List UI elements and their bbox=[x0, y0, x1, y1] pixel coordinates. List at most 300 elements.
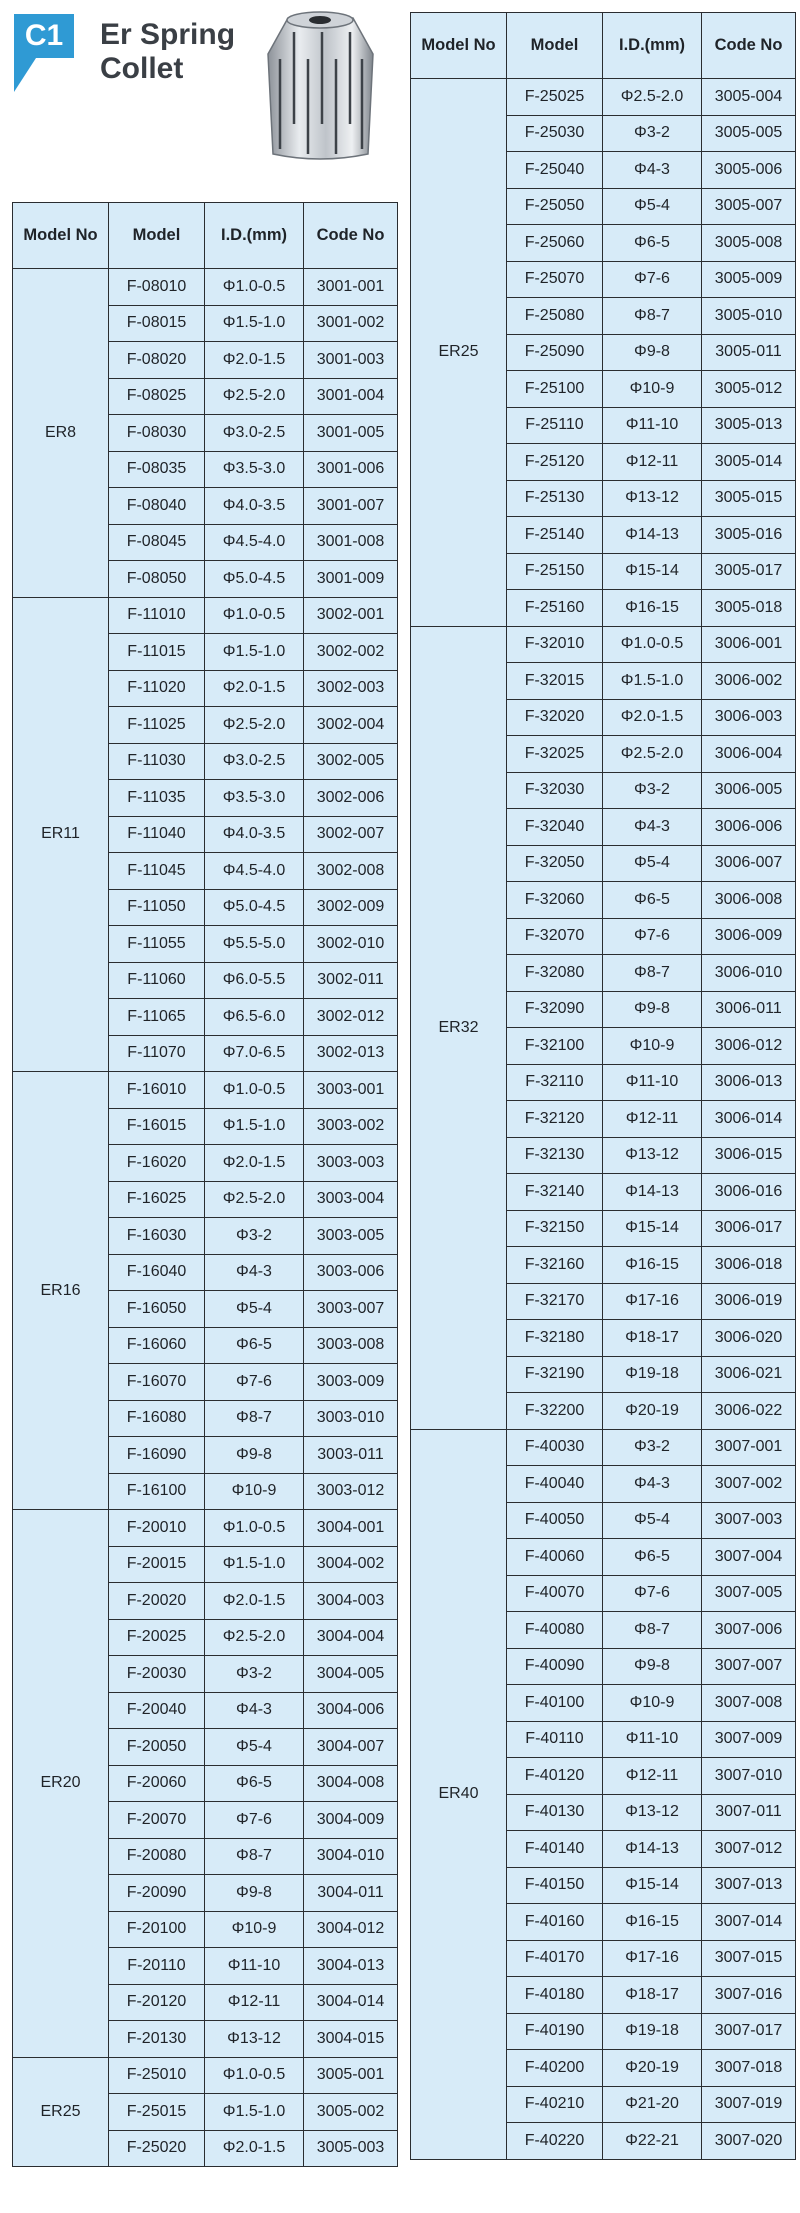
id-mm-cell: Φ8-7 bbox=[603, 1612, 702, 1649]
id-mm-cell: Φ12-11 bbox=[603, 444, 702, 481]
id-mm-cell: Φ6-5 bbox=[205, 1765, 304, 1802]
id-mm-cell: Φ5-4 bbox=[603, 845, 702, 882]
code-no-cell: 3005-001 bbox=[304, 2057, 398, 2094]
code-no-cell: 3006-019 bbox=[702, 1283, 796, 1320]
code-no-cell: 3005-013 bbox=[702, 407, 796, 444]
code-no-cell: 3007-007 bbox=[702, 1648, 796, 1685]
code-no-cell: 3004-003 bbox=[304, 1583, 398, 1620]
model-no-cell: ER25 bbox=[13, 2057, 109, 2167]
code-no-cell: 3004-012 bbox=[304, 1911, 398, 1948]
code-no-cell: 3002-003 bbox=[304, 670, 398, 707]
model-cell: F-40090 bbox=[507, 1648, 603, 1685]
id-mm-cell: Φ1.5-1.0 bbox=[205, 305, 304, 342]
col-header-model-no: Model No bbox=[13, 203, 109, 269]
id-mm-cell: Φ1.0-0.5 bbox=[205, 1072, 304, 1109]
table-header-row bbox=[13, 203, 398, 269]
model-cell: F-08025 bbox=[109, 378, 205, 415]
code-no-cell: 3004-004 bbox=[304, 1619, 398, 1656]
code-no-cell: 3007-001 bbox=[702, 1429, 796, 1466]
id-mm-cell: Φ3-2 bbox=[603, 115, 702, 152]
model-no-cell: ER16 bbox=[13, 1072, 109, 1510]
model-cell: F-25050 bbox=[507, 188, 603, 225]
code-no-cell: 3004-009 bbox=[304, 1802, 398, 1839]
code-no-cell: 3007-005 bbox=[702, 1575, 796, 1612]
code-no-cell: 3007-009 bbox=[702, 1721, 796, 1758]
id-mm-cell: Φ7-6 bbox=[205, 1364, 304, 1401]
model-cell: F-11035 bbox=[109, 780, 205, 817]
code-no-cell: 3003-004 bbox=[304, 1181, 398, 1218]
id-mm-cell: Φ10-9 bbox=[603, 371, 702, 408]
model-cell: F-40220 bbox=[507, 2123, 603, 2160]
code-no-cell: 3006-008 bbox=[702, 882, 796, 919]
id-mm-cell: Φ1.5-1.0 bbox=[205, 634, 304, 671]
table-row bbox=[13, 597, 398, 634]
model-cell: F-11060 bbox=[109, 962, 205, 999]
code-no-cell: 3003-011 bbox=[304, 1437, 398, 1474]
code-no-cell: 3006-015 bbox=[702, 1137, 796, 1174]
id-mm-cell: Φ1.5-1.0 bbox=[603, 663, 702, 700]
code-no-cell: 3006-022 bbox=[702, 1393, 796, 1430]
model-cell: F-40140 bbox=[507, 1831, 603, 1868]
page-title-line-1: Er Spring bbox=[100, 18, 236, 51]
model-cell: F-25025 bbox=[507, 79, 603, 116]
id-mm-cell: Φ6.0-5.5 bbox=[205, 962, 304, 999]
collet-table-right bbox=[410, 12, 796, 2160]
code-no-cell: 3004-005 bbox=[304, 1656, 398, 1693]
code-no-cell: 3007-010 bbox=[702, 1758, 796, 1795]
code-no-cell: 3005-015 bbox=[702, 480, 796, 517]
model-cell: F-40200 bbox=[507, 2050, 603, 2087]
id-mm-cell: Φ5-4 bbox=[205, 1729, 304, 1766]
code-no-cell: 3006-002 bbox=[702, 663, 796, 700]
id-mm-cell: Φ4.5-4.0 bbox=[205, 853, 304, 890]
model-cell: F-32090 bbox=[507, 991, 603, 1028]
id-mm-cell: Φ6-5 bbox=[603, 1539, 702, 1576]
model-cell: F-32160 bbox=[507, 1247, 603, 1284]
code-no-cell: 3001-006 bbox=[304, 451, 398, 488]
id-mm-cell: Φ2.0-1.5 bbox=[205, 1145, 304, 1182]
section-badge: C1 bbox=[14, 14, 74, 58]
code-no-cell: 3006-007 bbox=[702, 845, 796, 882]
code-no-cell: 3004-008 bbox=[304, 1765, 398, 1802]
code-no-cell: 3006-018 bbox=[702, 1247, 796, 1284]
code-no-cell: 3007-016 bbox=[702, 1977, 796, 2014]
id-mm-cell: Φ10-9 bbox=[603, 1685, 702, 1722]
code-no-cell: 3006-011 bbox=[702, 991, 796, 1028]
id-mm-cell: Φ5.5-5.0 bbox=[205, 926, 304, 963]
code-no-cell: 3003-007 bbox=[304, 1291, 398, 1328]
id-mm-cell: Φ14-13 bbox=[603, 1831, 702, 1868]
model-cell: F-08035 bbox=[109, 451, 205, 488]
model-cell: F-25040 bbox=[507, 152, 603, 189]
page-title bbox=[100, 18, 235, 86]
id-mm-cell: Φ20-19 bbox=[603, 1393, 702, 1430]
code-no-cell: 3001-007 bbox=[304, 488, 398, 525]
code-no-cell: 3005-011 bbox=[702, 334, 796, 371]
model-cell: F-11040 bbox=[109, 816, 205, 853]
model-cell: F-20025 bbox=[109, 1619, 205, 1656]
model-cell: F-11020 bbox=[109, 670, 205, 707]
code-no-cell: 3003-003 bbox=[304, 1145, 398, 1182]
col-header-code-no: Code No bbox=[304, 203, 398, 269]
model-cell: F-40170 bbox=[507, 1940, 603, 1977]
id-mm-cell: Φ17-16 bbox=[603, 1940, 702, 1977]
model-cell: F-20110 bbox=[109, 1948, 205, 1985]
model-cell: F-40180 bbox=[507, 1977, 603, 2014]
model-cell: F-25110 bbox=[507, 407, 603, 444]
table-row bbox=[13, 2057, 398, 2094]
model-cell: F-16010 bbox=[109, 1072, 205, 1109]
page-header bbox=[0, 0, 400, 190]
model-cell: F-32080 bbox=[507, 955, 603, 992]
model-cell: F-25120 bbox=[507, 444, 603, 481]
code-no-cell: 3006-004 bbox=[702, 736, 796, 773]
code-no-cell: 3007-020 bbox=[702, 2123, 796, 2160]
id-mm-cell: Φ11-10 bbox=[603, 407, 702, 444]
id-mm-cell: Φ1.0-0.5 bbox=[205, 269, 304, 306]
code-no-cell: 3005-005 bbox=[702, 115, 796, 152]
model-cell: F-25130 bbox=[507, 480, 603, 517]
model-cell: F-11015 bbox=[109, 634, 205, 671]
id-mm-cell: Φ4-3 bbox=[603, 152, 702, 189]
model-cell: F-32040 bbox=[507, 809, 603, 846]
page-title-line-2: Collet bbox=[100, 52, 184, 85]
id-mm-cell: Φ7-6 bbox=[603, 918, 702, 955]
code-no-cell: 3003-008 bbox=[304, 1327, 398, 1364]
er-spring-collet-image bbox=[258, 4, 383, 164]
model-no-cell: ER20 bbox=[13, 1510, 109, 2058]
id-mm-cell: Φ1.0-0.5 bbox=[205, 597, 304, 634]
collet-table-left bbox=[12, 202, 398, 2167]
model-cell: F-40060 bbox=[507, 1539, 603, 1576]
model-cell: F-32050 bbox=[507, 845, 603, 882]
code-no-cell: 3004-006 bbox=[304, 1692, 398, 1729]
code-no-cell: 3007-004 bbox=[702, 1539, 796, 1576]
id-mm-cell: Φ9-8 bbox=[205, 1875, 304, 1912]
model-cell: F-32200 bbox=[507, 1393, 603, 1430]
code-no-cell: 3005-009 bbox=[702, 261, 796, 298]
model-cell: F-25160 bbox=[507, 590, 603, 627]
id-mm-cell: Φ2.5-2.0 bbox=[603, 79, 702, 116]
code-no-cell: 3007-017 bbox=[702, 2013, 796, 2050]
code-no-cell: 3005-002 bbox=[304, 2094, 398, 2131]
code-no-cell: 3004-010 bbox=[304, 1838, 398, 1875]
code-no-cell: 3001-005 bbox=[304, 415, 398, 452]
model-no-cell: ER40 bbox=[411, 1429, 507, 2159]
model-cell: F-16070 bbox=[109, 1364, 205, 1401]
model-cell: F-16080 bbox=[109, 1400, 205, 1437]
code-no-cell: 3003-006 bbox=[304, 1254, 398, 1291]
table-body bbox=[13, 269, 398, 2167]
id-mm-cell: Φ20-19 bbox=[603, 2050, 702, 2087]
id-mm-cell: Φ1.0-0.5 bbox=[205, 2057, 304, 2094]
model-cell: F-08010 bbox=[109, 269, 205, 306]
code-no-cell: 3006-013 bbox=[702, 1064, 796, 1101]
model-no-cell: ER11 bbox=[13, 597, 109, 1072]
id-mm-cell: Φ13-12 bbox=[205, 2021, 304, 2058]
model-cell: F-16060 bbox=[109, 1327, 205, 1364]
code-no-cell: 3007-013 bbox=[702, 1867, 796, 1904]
table-row bbox=[13, 269, 398, 306]
model-cell: F-08040 bbox=[109, 488, 205, 525]
model-cell: F-11045 bbox=[109, 853, 205, 890]
model-cell: F-20020 bbox=[109, 1583, 205, 1620]
code-no-cell: 3002-004 bbox=[304, 707, 398, 744]
id-mm-cell: Φ10-9 bbox=[205, 1473, 304, 1510]
model-no-cell: ER25 bbox=[411, 79, 507, 627]
id-mm-cell: Φ1.5-1.0 bbox=[205, 1108, 304, 1145]
model-cell: F-32030 bbox=[507, 772, 603, 809]
code-no-cell: 3007-002 bbox=[702, 1466, 796, 1503]
id-mm-cell: Φ4.0-3.5 bbox=[205, 816, 304, 853]
col-header-code-no: Code No bbox=[702, 13, 796, 79]
model-cell: F-08045 bbox=[109, 524, 205, 561]
id-mm-cell: Φ13-12 bbox=[603, 480, 702, 517]
model-cell: F-20030 bbox=[109, 1656, 205, 1693]
table-body bbox=[411, 79, 796, 2160]
id-mm-cell: Φ12-11 bbox=[205, 1984, 304, 2021]
code-no-cell: 3001-001 bbox=[304, 269, 398, 306]
code-no-cell: 3005-008 bbox=[702, 225, 796, 262]
id-mm-cell: Φ6-5 bbox=[603, 225, 702, 262]
code-no-cell: 3002-006 bbox=[304, 780, 398, 817]
model-cell: F-32070 bbox=[507, 918, 603, 955]
id-mm-cell: Φ4.5-4.0 bbox=[205, 524, 304, 561]
id-mm-cell: Φ2.0-1.5 bbox=[205, 1583, 304, 1620]
id-mm-cell: Φ4-3 bbox=[205, 1254, 304, 1291]
model-cell: F-40050 bbox=[507, 1502, 603, 1539]
code-no-cell: 3004-011 bbox=[304, 1875, 398, 1912]
id-mm-cell: Φ8-7 bbox=[603, 955, 702, 992]
id-mm-cell: Φ22-21 bbox=[603, 2123, 702, 2160]
id-mm-cell: Φ1.0-0.5 bbox=[603, 626, 702, 663]
id-mm-cell: Φ7-6 bbox=[603, 261, 702, 298]
model-cell: F-32170 bbox=[507, 1283, 603, 1320]
model-cell: F-08030 bbox=[109, 415, 205, 452]
model-cell: F-20120 bbox=[109, 1984, 205, 2021]
id-mm-cell: Φ6-5 bbox=[205, 1327, 304, 1364]
model-cell: F-32060 bbox=[507, 882, 603, 919]
id-mm-cell: Φ2.0-1.5 bbox=[205, 342, 304, 379]
id-mm-cell: Φ10-9 bbox=[603, 1028, 702, 1065]
model-cell: F-20040 bbox=[109, 1692, 205, 1729]
col-header-model-no: Model No bbox=[411, 13, 507, 79]
model-cell: F-40190 bbox=[507, 2013, 603, 2050]
model-cell: F-20015 bbox=[109, 1546, 205, 1583]
code-no-cell: 3006-001 bbox=[702, 626, 796, 663]
model-cell: F-20060 bbox=[109, 1765, 205, 1802]
model-cell: F-32100 bbox=[507, 1028, 603, 1065]
code-no-cell: 3002-013 bbox=[304, 1035, 398, 1072]
model-cell: F-16100 bbox=[109, 1473, 205, 1510]
model-cell: F-40210 bbox=[507, 2086, 603, 2123]
model-cell: F-32020 bbox=[507, 699, 603, 736]
model-cell: F-32150 bbox=[507, 1210, 603, 1247]
id-mm-cell: Φ11-10 bbox=[603, 1064, 702, 1101]
code-no-cell: 3006-009 bbox=[702, 918, 796, 955]
code-no-cell: 3006-016 bbox=[702, 1174, 796, 1211]
table-row bbox=[411, 1429, 796, 1466]
code-no-cell: 3002-011 bbox=[304, 962, 398, 999]
model-cell: F-20050 bbox=[109, 1729, 205, 1766]
table-row bbox=[411, 79, 796, 116]
code-no-cell: 3003-001 bbox=[304, 1072, 398, 1109]
code-no-cell: 3007-019 bbox=[702, 2086, 796, 2123]
id-mm-cell: Φ15-14 bbox=[603, 1867, 702, 1904]
code-no-cell: 3005-004 bbox=[702, 79, 796, 116]
model-cell: F-25080 bbox=[507, 298, 603, 335]
code-no-cell: 3007-018 bbox=[702, 2050, 796, 2087]
code-no-cell: 3003-012 bbox=[304, 1473, 398, 1510]
col-header-model: Model bbox=[109, 203, 205, 269]
id-mm-cell: Φ1.5-1.0 bbox=[205, 2094, 304, 2131]
code-no-cell: 3002-009 bbox=[304, 889, 398, 926]
code-no-cell: 3005-010 bbox=[702, 298, 796, 335]
id-mm-cell: Φ3.5-3.0 bbox=[205, 780, 304, 817]
code-no-cell: 3006-003 bbox=[702, 699, 796, 736]
id-mm-cell: Φ1.0-0.5 bbox=[205, 1510, 304, 1547]
code-no-cell: 3004-014 bbox=[304, 1984, 398, 2021]
id-mm-cell: Φ2.0-1.5 bbox=[205, 670, 304, 707]
id-mm-cell: Φ16-15 bbox=[603, 1247, 702, 1284]
code-no-cell: 3005-017 bbox=[702, 553, 796, 590]
model-cell: F-16015 bbox=[109, 1108, 205, 1145]
id-mm-cell: Φ9-8 bbox=[603, 991, 702, 1028]
id-mm-cell: Φ11-10 bbox=[603, 1721, 702, 1758]
model-cell: F-40100 bbox=[507, 1685, 603, 1722]
id-mm-cell: Φ11-10 bbox=[205, 1948, 304, 1985]
model-cell: F-11065 bbox=[109, 999, 205, 1036]
model-cell: F-16030 bbox=[109, 1218, 205, 1255]
id-mm-cell: Φ3-2 bbox=[205, 1218, 304, 1255]
model-cell: F-16090 bbox=[109, 1437, 205, 1474]
id-mm-cell: Φ16-15 bbox=[603, 1904, 702, 1941]
model-cell: F-40070 bbox=[507, 1575, 603, 1612]
code-no-cell: 3006-017 bbox=[702, 1210, 796, 1247]
model-cell: F-25030 bbox=[507, 115, 603, 152]
id-mm-cell: Φ19-18 bbox=[603, 1356, 702, 1393]
model-cell: F-08050 bbox=[109, 561, 205, 598]
model-cell: F-25015 bbox=[109, 2094, 205, 2131]
model-cell: F-11055 bbox=[109, 926, 205, 963]
model-cell: F-40120 bbox=[507, 1758, 603, 1795]
code-no-cell: 3004-013 bbox=[304, 1948, 398, 1985]
model-cell: F-25070 bbox=[507, 261, 603, 298]
id-mm-cell: Φ9-8 bbox=[205, 1437, 304, 1474]
id-mm-cell: Φ12-11 bbox=[603, 1101, 702, 1138]
id-mm-cell: Φ6-5 bbox=[603, 882, 702, 919]
model-cell: F-40080 bbox=[507, 1612, 603, 1649]
model-cell: F-16050 bbox=[109, 1291, 205, 1328]
model-cell: F-25020 bbox=[109, 2130, 205, 2167]
model-cell: F-32190 bbox=[507, 1356, 603, 1393]
code-no-cell: 3007-006 bbox=[702, 1612, 796, 1649]
id-mm-cell: Φ14-13 bbox=[603, 517, 702, 554]
model-cell: F-11050 bbox=[109, 889, 205, 926]
model-cell: F-16020 bbox=[109, 1145, 205, 1182]
id-mm-cell: Φ18-17 bbox=[603, 1977, 702, 2014]
model-cell: F-25150 bbox=[507, 553, 603, 590]
id-mm-cell: Φ3.0-2.5 bbox=[205, 415, 304, 452]
code-no-cell: 3005-003 bbox=[304, 2130, 398, 2167]
id-mm-cell: Φ8-7 bbox=[603, 298, 702, 335]
id-mm-cell: Φ4-3 bbox=[603, 809, 702, 846]
id-mm-cell: Φ4-3 bbox=[205, 1692, 304, 1729]
id-mm-cell: Φ2.0-1.5 bbox=[603, 699, 702, 736]
id-mm-cell: Φ1.5-1.0 bbox=[205, 1546, 304, 1583]
model-cell: F-32140 bbox=[507, 1174, 603, 1211]
model-cell: F-20070 bbox=[109, 1802, 205, 1839]
model-cell: F-20130 bbox=[109, 2021, 205, 2058]
id-mm-cell: Φ5-4 bbox=[603, 1502, 702, 1539]
model-cell: F-32015 bbox=[507, 663, 603, 700]
model-cell: F-25100 bbox=[507, 371, 603, 408]
model-cell: F-32025 bbox=[507, 736, 603, 773]
code-no-cell: 3005-007 bbox=[702, 188, 796, 225]
col-header-id-mm: I.D.(mm) bbox=[603, 13, 702, 79]
model-cell: F-11025 bbox=[109, 707, 205, 744]
id-mm-cell: Φ2.5-2.0 bbox=[205, 1619, 304, 1656]
model-cell: F-20080 bbox=[109, 1838, 205, 1875]
code-no-cell: 3007-003 bbox=[702, 1502, 796, 1539]
model-no-cell: ER32 bbox=[411, 626, 507, 1429]
model-cell: F-32010 bbox=[507, 626, 603, 663]
code-no-cell: 3006-010 bbox=[702, 955, 796, 992]
code-no-cell: 3002-001 bbox=[304, 597, 398, 634]
model-cell: F-40160 bbox=[507, 1904, 603, 1941]
id-mm-cell: Φ17-16 bbox=[603, 1283, 702, 1320]
code-no-cell: 3004-002 bbox=[304, 1546, 398, 1583]
code-no-cell: 3005-012 bbox=[702, 371, 796, 408]
id-mm-cell: Φ2.5-2.0 bbox=[603, 736, 702, 773]
id-mm-cell: Φ2.5-2.0 bbox=[205, 378, 304, 415]
code-no-cell: 3007-011 bbox=[702, 1794, 796, 1831]
table-header-row bbox=[411, 13, 796, 79]
id-mm-cell: Φ9-8 bbox=[603, 1648, 702, 1685]
model-cell: F-20090 bbox=[109, 1875, 205, 1912]
model-cell: F-25140 bbox=[507, 517, 603, 554]
id-mm-cell: Φ5.0-4.5 bbox=[205, 889, 304, 926]
id-mm-cell: Φ4-3 bbox=[603, 1466, 702, 1503]
code-no-cell: 3002-008 bbox=[304, 853, 398, 890]
model-cell: F-40030 bbox=[507, 1429, 603, 1466]
model-cell: F-32110 bbox=[507, 1064, 603, 1101]
code-no-cell: 3006-012 bbox=[702, 1028, 796, 1065]
code-no-cell: 3007-014 bbox=[702, 1904, 796, 1941]
code-no-cell: 3006-020 bbox=[702, 1320, 796, 1357]
section-badge-tail bbox=[14, 58, 36, 92]
code-no-cell: 3001-009 bbox=[304, 561, 398, 598]
id-mm-cell: Φ21-20 bbox=[603, 2086, 702, 2123]
model-cell: F-25060 bbox=[507, 225, 603, 262]
model-cell: F-08015 bbox=[109, 305, 205, 342]
id-mm-cell: Φ8-7 bbox=[205, 1400, 304, 1437]
id-mm-cell: Φ19-18 bbox=[603, 2013, 702, 2050]
code-no-cell: 3003-009 bbox=[304, 1364, 398, 1401]
code-no-cell: 3004-007 bbox=[304, 1729, 398, 1766]
code-no-cell: 3005-006 bbox=[702, 152, 796, 189]
id-mm-cell: Φ2.5-2.0 bbox=[205, 1181, 304, 1218]
id-mm-cell: Φ15-14 bbox=[603, 553, 702, 590]
id-mm-cell: Φ5-4 bbox=[603, 188, 702, 225]
id-mm-cell: Φ12-11 bbox=[603, 1758, 702, 1795]
code-no-cell: 3002-012 bbox=[304, 999, 398, 1036]
code-no-cell: 3004-015 bbox=[304, 2021, 398, 2058]
model-cell: F-20100 bbox=[109, 1911, 205, 1948]
model-cell: F-16025 bbox=[109, 1181, 205, 1218]
id-mm-cell: Φ4.0-3.5 bbox=[205, 488, 304, 525]
model-cell: F-11030 bbox=[109, 743, 205, 780]
